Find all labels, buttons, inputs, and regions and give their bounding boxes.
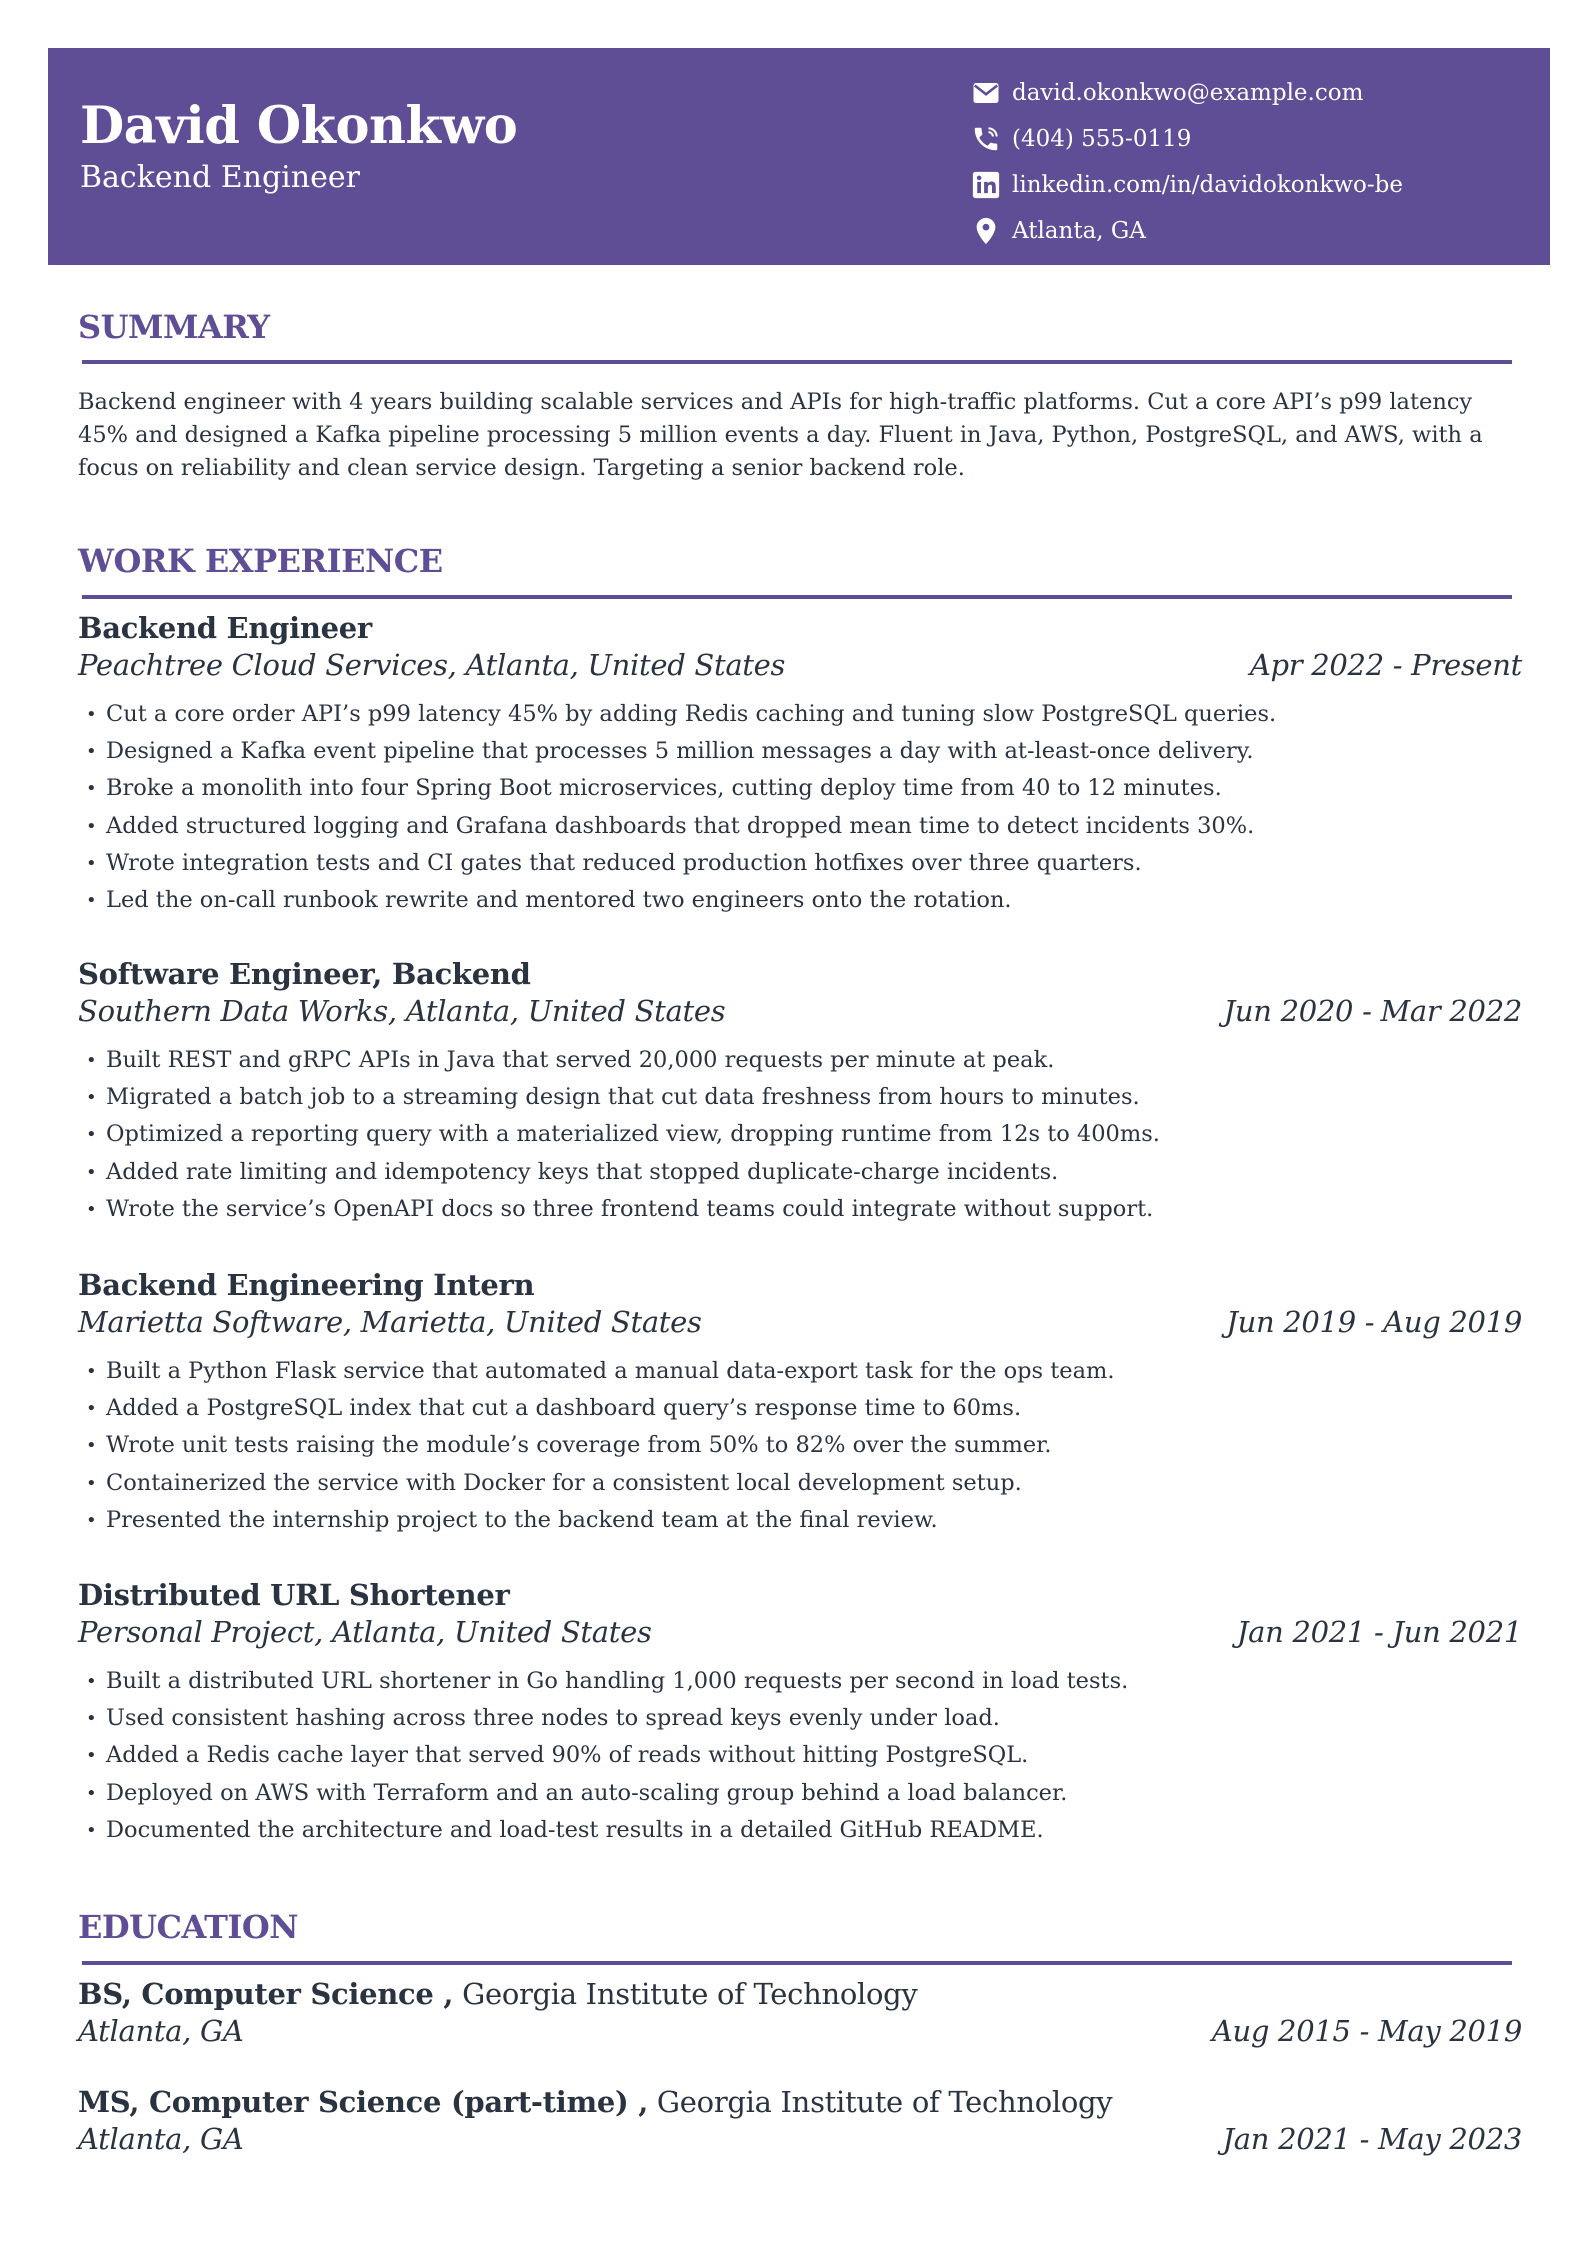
- degree-name: BS, Computer Science ,: [78, 1977, 454, 2011]
- contact-email[interactable]: [970, 70, 1403, 116]
- resume-header: [48, 48, 1550, 265]
- list-item: • Deployed on AWS with Terraform and an auto-scaling group behind a load balancer.: [78, 1775, 1522, 1812]
- section-divider: [82, 1961, 1512, 1965]
- list-item: • Broke a monolith into four Spring Boot microservices, cutting deploy time from 40 to 12 minutes.: [78, 770, 1522, 807]
- job-dates: Jun 2019 - Aug 2019: [1226, 1305, 1522, 1339]
- school-name: Georgia Institute of Technology: [648, 2085, 1113, 2119]
- list-item: • Added rate limiting and idempotency keys that stopped duplicate-charge incidents.: [78, 1154, 1522, 1191]
- job-bullets: [78, 1042, 1522, 1228]
- experience-entry: [78, 954, 1522, 1228]
- school-location: Atlanta, GA: [78, 2122, 244, 2156]
- contact-phone-text: (404) 555-0119: [1012, 126, 1192, 152]
- job-dates: Apr 2022 - Present: [1249, 648, 1522, 682]
- list-item: • Wrote unit tests raising the module’s coverage from 50% to 82% over the summer.: [78, 1427, 1522, 1464]
- section-divider: [82, 360, 1512, 364]
- job-title: Backend Engineer: [78, 611, 372, 645]
- contact-list: [970, 70, 1403, 254]
- education-entry: [78, 2082, 1522, 2164]
- list-item: • Added structured logging and Grafana dashboards that dropped mean time to detect incidents 30%.: [78, 808, 1522, 845]
- section-divider: [82, 595, 1512, 599]
- job-bullets: [78, 696, 1522, 919]
- linkedin-icon: [970, 169, 1002, 201]
- education-dates: Jan 2021 - May 2023: [1222, 2122, 1522, 2156]
- list-item: • Added a Redis cache layer that served 90% of reads without hitting PostgreSQL.: [78, 1737, 1522, 1774]
- job-title: Backend Engineering Intern: [78, 1268, 535, 1302]
- summary-text: Backend engineer with 4 years building scalable services and APIs for high-traffic platforms. Cut a core API’s p99 latency 45% and designed a Kafka pipeline processing 5 million events a day. Fluent in Java, Python, PostgreSQL, and AWS, with a focus on reliability and clean service design. Targeting a senior backend role.: [78, 389, 1483, 481]
- school-location: Atlanta, GA: [78, 2014, 244, 2048]
- section-title-summary: SUMMARY: [78, 308, 270, 346]
- list-item: • Built a distributed URL shortener in Go handling 1,000 requests per second in load tests.: [78, 1663, 1522, 1700]
- project-organization: Personal Project, Atlanta, United States: [78, 1615, 652, 1649]
- list-item: • Presented the internship project to the backend team at the final review.: [78, 1502, 1522, 1539]
- list-item: • Wrote the service’s OpenAPI docs so three frontend teams could integrate without support.: [78, 1191, 1522, 1228]
- list-item: • Used consistent hashing across three nodes to spread keys evenly under load.: [78, 1700, 1522, 1737]
- list-item: • Led the on-call runbook rewrite and mentored two engineers onto the rotation.: [78, 882, 1522, 919]
- list-item: • Wrote integration tests and CI gates that reduced production hotfixes over three quarters.: [78, 845, 1522, 882]
- list-item: • Added a PostgreSQL index that cut a dashboard query’s response time to 60ms.: [78, 1390, 1522, 1427]
- contact-location: [970, 208, 1403, 254]
- contact-linkedin[interactable]: [970, 162, 1403, 208]
- candidate-name: David Okonkwo: [80, 96, 518, 156]
- job-title: Software Engineer, Backend: [78, 957, 531, 991]
- candidate-role: Backend Engineer: [80, 160, 360, 195]
- experience-entry: [78, 1265, 1522, 1539]
- list-item: • Containerized the service with Docker for a consistent local development setup.: [78, 1465, 1522, 1502]
- list-item: • Designed a Kafka event pipeline that processes 5 million messages a day with at-least-once delivery.: [78, 733, 1522, 770]
- project-bullets: [78, 1663, 1522, 1849]
- job-bullets: [78, 1353, 1522, 1539]
- list-item: • Cut a core order API’s p99 latency 45% by adding Redis caching and tuning slow PostgreSQL queries.: [78, 696, 1522, 733]
- job-organization: Marietta Software, Marietta, United States: [78, 1305, 702, 1339]
- contact-location-text: Atlanta, GA: [1012, 218, 1146, 244]
- education-entry: [78, 1974, 1522, 2056]
- list-item: • Optimized a reporting query with a materialized view, dropping runtime from 12s to 400ms.: [78, 1116, 1522, 1153]
- section-title-education: EDUCATION: [78, 1908, 298, 1946]
- job-organization: Southern Data Works, Atlanta, United States: [78, 994, 726, 1028]
- contact-email-text: david.okonkwo@example.com: [1012, 80, 1364, 106]
- list-item: • Documented the architecture and load-test results in a detailed GitHub README.: [78, 1812, 1522, 1849]
- location-icon: [970, 215, 1002, 247]
- list-item: • Migrated a batch job to a streaming design that cut data freshness from hours to minutes.: [78, 1079, 1522, 1116]
- list-item: • Built REST and gRPC APIs in Java that served 20,000 requests per minute at peak.: [78, 1042, 1522, 1079]
- section-title-experience: WORK EXPERIENCE: [78, 542, 443, 580]
- list-item: • Built a Python Flask service that automated a manual data-export task for the ops team.: [78, 1353, 1522, 1390]
- project-entry: [78, 1575, 1522, 1849]
- experience-entry: [78, 608, 1522, 919]
- project-title: Distributed URL Shortener: [78, 1578, 510, 1612]
- job-dates: Jun 2020 - Mar 2022: [1223, 994, 1522, 1028]
- email-icon: [970, 77, 1002, 109]
- project-dates: Jan 2021 - Jun 2021: [1236, 1615, 1522, 1649]
- education-dates: Aug 2015 - May 2019: [1211, 2014, 1522, 2048]
- contact-phone[interactable]: [970, 116, 1403, 162]
- school-name: Georgia Institute of Technology: [453, 1977, 918, 2011]
- degree-name: MS, Computer Science (part-time) ,: [78, 2085, 649, 2119]
- contact-linkedin-text: linkedin.com/in/davidokonkwo-be: [1012, 172, 1404, 198]
- phone-icon: [970, 123, 1002, 155]
- job-organization: Peachtree Cloud Services, Atlanta, United States: [78, 648, 786, 682]
